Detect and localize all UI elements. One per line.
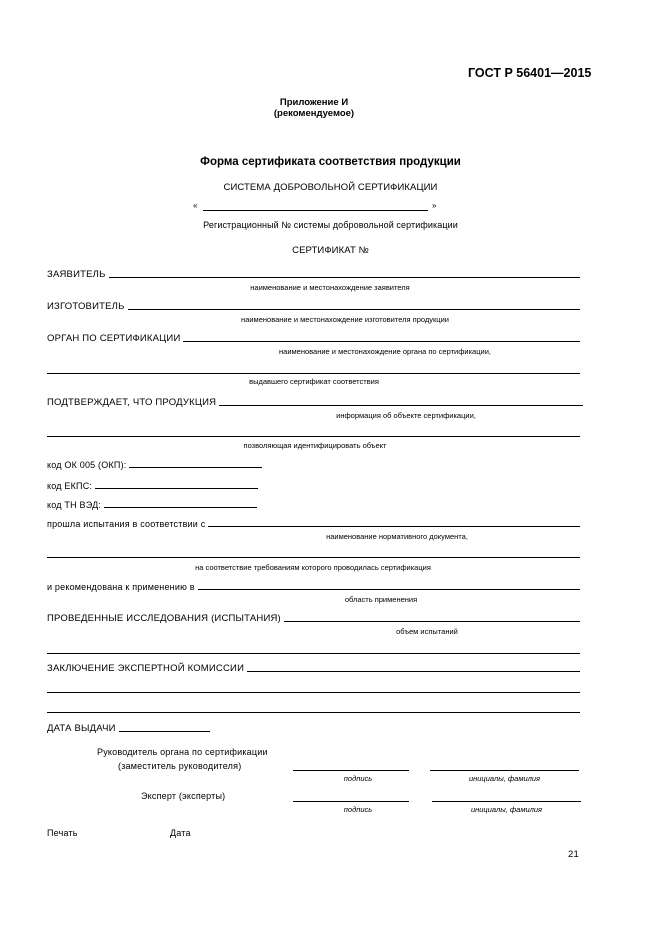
manufacturer-hint: наименование и местонахождение изготовителя продукции: [241, 315, 449, 324]
cert-body-blank-2: [47, 373, 580, 374]
okp-blank: [129, 466, 262, 468]
conclusion-label: ЗАКЛЮЧЕНИЕ ЭКСПЕРТНОЙ КОМИССИИ: [47, 663, 245, 674]
applicant-label: ЗАЯВИТЕЛЬ: [47, 269, 106, 280]
issue-date-row: [47, 723, 210, 734]
confirms-hint-2: позволяющая идентифицировать объект: [243, 441, 387, 450]
head-signature-hint: подпись: [343, 774, 373, 783]
document-id: ГОСТ Р 56401—2015: [468, 66, 592, 80]
cert-body-label: ОРГАН ПО СЕРТИФИКАЦИИ: [47, 333, 181, 344]
tnved-blank: [104, 506, 257, 508]
recommended-hint: область применения: [344, 595, 418, 604]
tnved-row: [47, 500, 257, 510]
quote-open: «: [193, 201, 198, 210]
expert-title: Эксперт (эксперты): [141, 791, 226, 801]
research-hint: объем испытаний: [396, 627, 458, 636]
system-name: СИСТЕМА ДОБРОВОЛЬНОЙ СЕРТИФИКАЦИИ: [223, 182, 438, 193]
expert-name-hint: инициалы, фамилия: [470, 805, 543, 814]
manufacturer-row: [47, 301, 580, 312]
okp-label: код ОК 005 (ОКП):: [47, 460, 127, 470]
head-title-deputy: (заместитель руководителя): [118, 761, 242, 771]
conclusion-row: [47, 663, 580, 674]
cert-body-row: [47, 333, 580, 344]
confirms-row: [47, 397, 583, 408]
quote-close: »: [432, 201, 437, 210]
tested-blank-2: [47, 557, 580, 558]
ekps-label: код ЕКПС:: [47, 481, 93, 491]
head-name-hint: инициалы, фамилия: [468, 774, 541, 783]
research-blank-2: [47, 653, 580, 654]
recommended-row: [47, 582, 580, 592]
tested-hint: наименование нормативного документа,: [326, 532, 468, 541]
confirms-blank-2: [47, 436, 580, 437]
confirms-label: ПОДТВЕРЖДАЕТ, ЧТО ПРОДУКЦИЯ: [47, 397, 217, 408]
cert-body-blank: [183, 340, 580, 342]
seal-label: Печать: [47, 828, 78, 838]
research-blank: [284, 620, 580, 622]
okp-row: [47, 460, 262, 470]
conclusion-blank: [247, 670, 580, 672]
cert-body-hint-2: выдавшего сертификат соответствия: [249, 377, 379, 386]
tested-row: [47, 519, 580, 529]
confirms-blank: [219, 404, 583, 406]
head-name-blank: [430, 770, 579, 771]
tested-label: прошла испытания в соответствии с: [47, 519, 206, 529]
head-title: Руководитель органа по сертификации: [97, 747, 268, 757]
head-signature-blank: [293, 770, 409, 771]
ekps-blank: [95, 487, 258, 489]
date-label: Дата: [170, 828, 191, 838]
expert-name-blank: [432, 801, 581, 802]
manufacturer-blank: [128, 308, 580, 310]
applicant-row: [47, 269, 580, 280]
recommended-blank: [198, 588, 580, 590]
tested-blank: [208, 525, 580, 527]
expert-signature-hint: подпись: [343, 805, 373, 814]
conclusion-blank-2: [47, 692, 580, 693]
annex-type: (рекомендуемое): [273, 108, 355, 119]
research-row: [47, 613, 580, 624]
expert-signature-blank: [293, 801, 409, 802]
issue-date-blank: [119, 730, 210, 732]
certificate-number: СЕРТИФИКАТ №: [292, 245, 369, 256]
tested-hint-2: на соответствие требованиям которого проводилась сертификация: [195, 563, 431, 572]
conclusion-blank-3: [47, 712, 580, 713]
applicant-blank: [109, 276, 580, 278]
tnved-label: код ТН ВЭД:: [47, 500, 102, 510]
applicant-hint: наименование и местонахождение заявителя: [250, 283, 410, 292]
annex-label: Приложение И: [279, 97, 349, 108]
form-title: Форма сертификата соответствия продукции: [200, 156, 461, 168]
research-label: ПРОВЕДЕННЫЕ ИССЛЕДОВАНИЯ (ИСПЫТАНИЯ): [47, 613, 281, 624]
registration-number: Регистрационный № системы добровольной сертификации: [203, 220, 458, 230]
recommended-label: и рекомендована к применению в: [47, 582, 195, 592]
manufacturer-label: ИЗГОТОВИТЕЛЬ: [47, 301, 125, 312]
system-name-blank: [203, 210, 428, 211]
cert-body-hint: наименование и местонахождение органа по сертификации,: [279, 347, 491, 356]
confirms-hint: информация об объекте сертификации,: [336, 411, 476, 420]
page-number: 21: [568, 849, 579, 860]
ekps-row: [47, 481, 258, 491]
issue-date-label: ДАТА ВЫДАЧИ: [47, 723, 116, 734]
